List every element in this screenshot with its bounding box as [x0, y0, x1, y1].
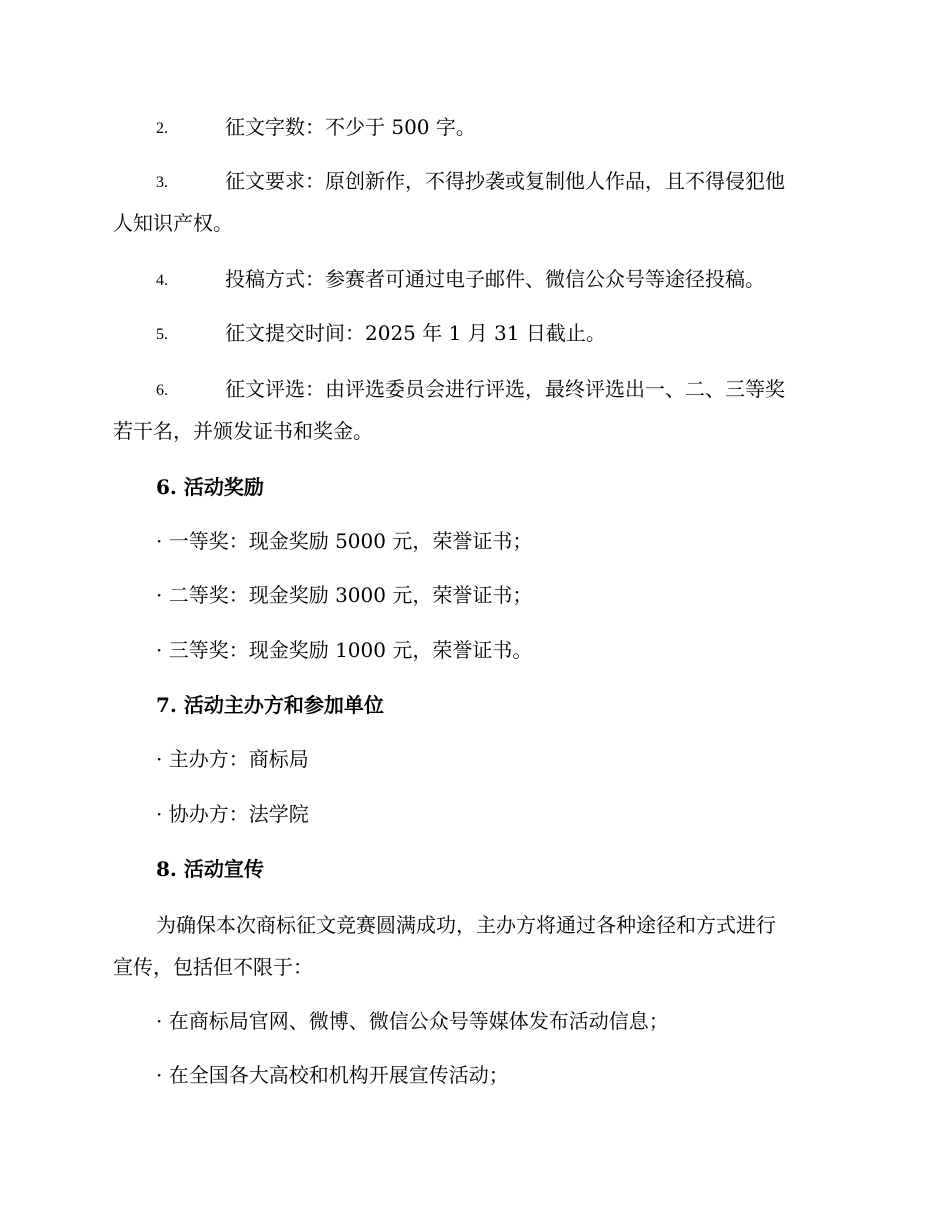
list-number: 4.: [156, 272, 168, 289]
list-item-continuation: 若干名，并颁发证书和奖金。: [113, 419, 373, 443]
list-number: 2.: [156, 120, 168, 137]
list-number: 6.: [156, 382, 168, 399]
section-heading: 7. 活动主办方和参加单位: [156, 693, 384, 717]
section-heading: 6. 活动奖励: [156, 475, 264, 499]
list-number: 5.: [156, 326, 168, 343]
paragraph-continuation: 宣传，包括但不限于：: [113, 955, 313, 979]
list-number: 3.: [156, 174, 168, 191]
bullet-item: · 在全国各大高校和机构开展宣传活动；: [156, 1063, 509, 1087]
paragraph-line: 为确保本次商标征文竞赛圆满成功，主办方将通过各种途径和方式进行: [156, 913, 776, 937]
list-item-continuation: 人知识产权。: [113, 211, 233, 235]
list-item-text: 征文字数：不少于 500 字。: [225, 115, 476, 139]
section-heading: 8. 活动宣传: [156, 857, 264, 881]
bullet-item: · 三等奖：现金奖励 1000 元，荣誉证书。: [156, 638, 533, 662]
bullet-item: · 在商标局官网、微博、微信公众号等媒体发布活动信息；: [156, 1009, 669, 1033]
list-item-text: 征文提交时间：2025 年 1 月 31 日截止。: [225, 321, 606, 345]
bullet-item: · 二等奖：现金奖励 3000 元，荣誉证书；: [156, 583, 533, 607]
bullet-item: · 一等奖：现金奖励 5000 元，荣誉证书；: [156, 529, 533, 553]
list-item-text: 征文评选：由评选委员会进行评选，最终评选出一、二、三等奖: [225, 377, 785, 401]
bullet-item: · 主办方：商标局: [156, 747, 309, 771]
list-item-text: 投稿方式：参赛者可通过电子邮件、微信公众号等途径投稿。: [225, 267, 765, 291]
list-item-text: 征文要求：原创新作，不得抄袭或复制他人作品，且不得侵犯他: [225, 169, 785, 193]
bullet-item: · 协办方：法学院: [156, 802, 309, 826]
